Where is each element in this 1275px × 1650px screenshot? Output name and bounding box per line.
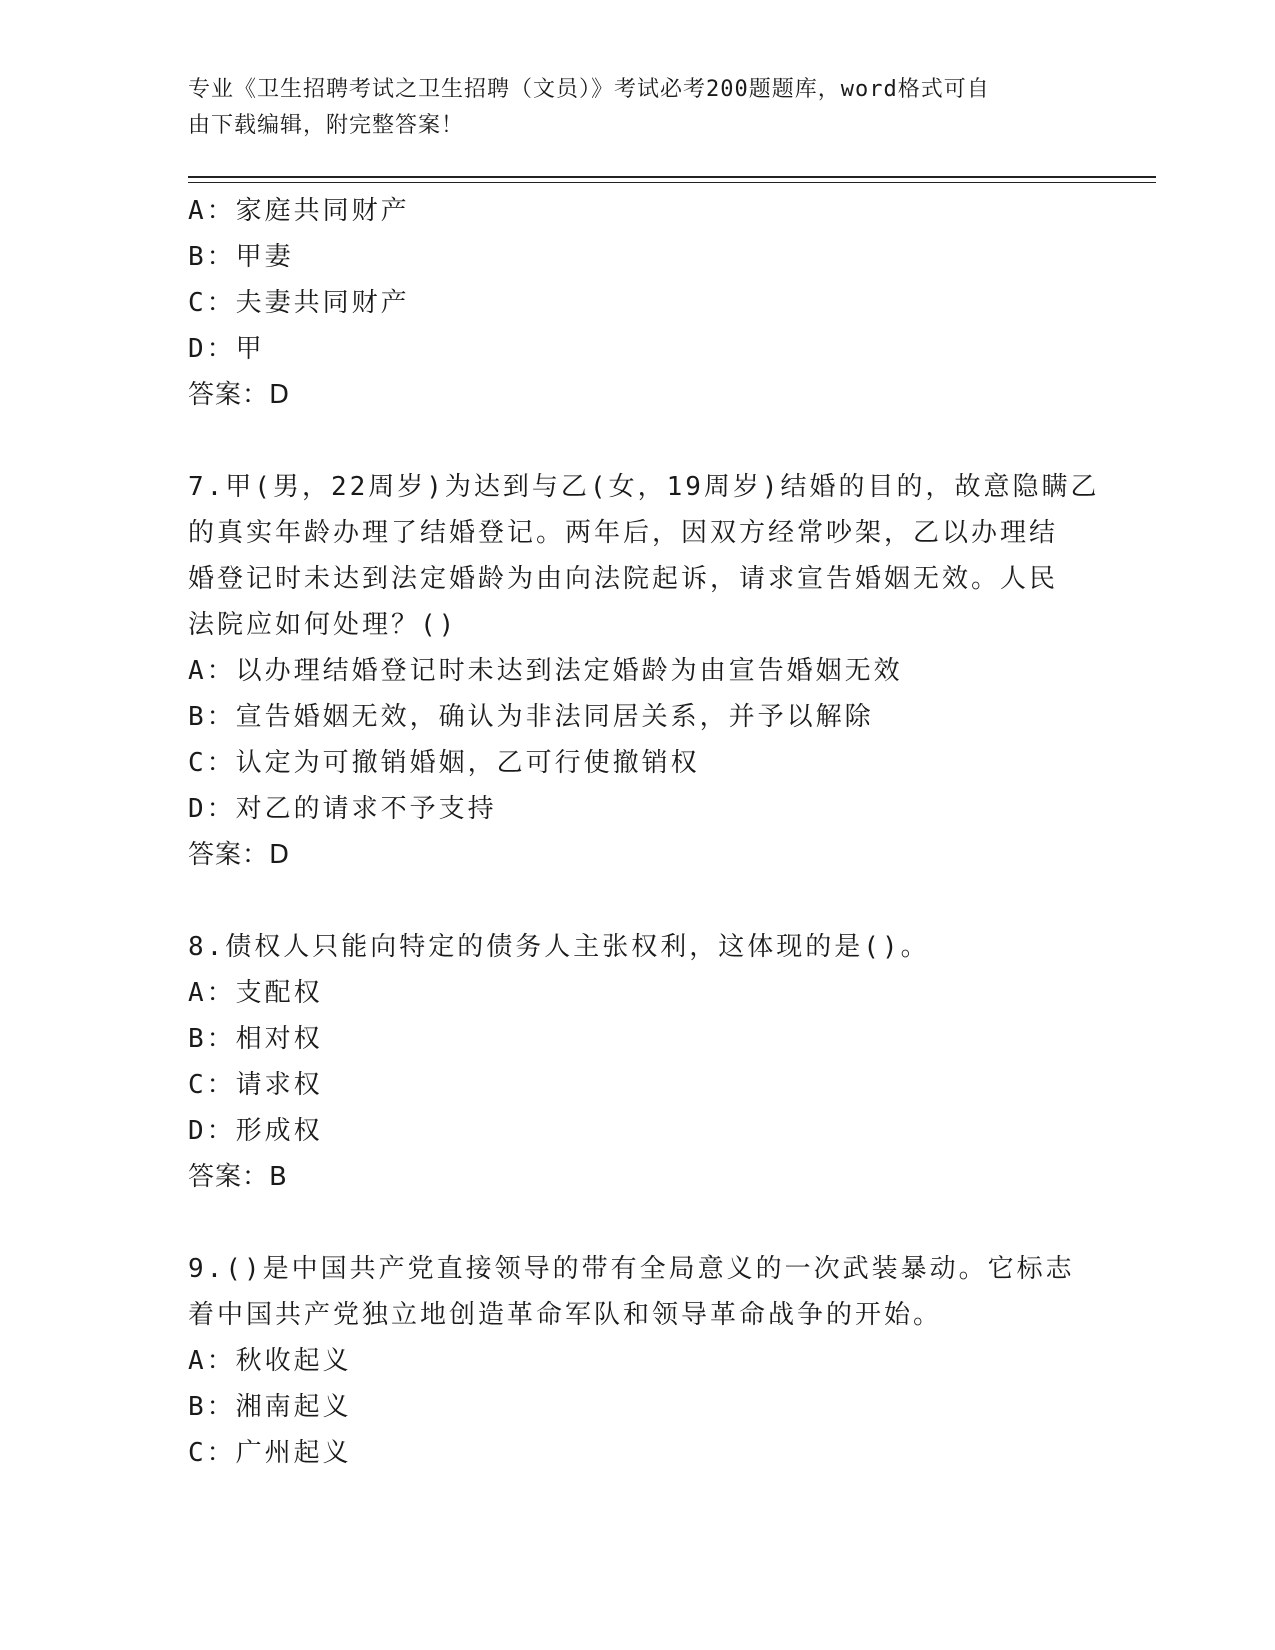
header-line-1: 专业《卫生招聘考试之卫生招聘（文员）》考试必考200题题库，word格式可自 xyxy=(188,77,990,102)
answer: 答案：B xyxy=(188,1162,288,1192)
option-c: C：认定为可撤销婚姻，乙可行使撤销权 xyxy=(188,748,700,778)
spacer xyxy=(188,418,1088,464)
header-divider-thick xyxy=(188,176,1156,178)
option-d: D：形成权 xyxy=(188,1116,323,1146)
question-stem-line: 7.甲(男，22周岁)为达到与乙(女，19周岁)结婚的目的，故意隐瞒乙 xyxy=(188,472,1100,502)
spacer xyxy=(188,878,1088,924)
question-8 xyxy=(188,924,1088,1200)
spacer xyxy=(188,1200,1088,1246)
option-a: A：以办理结婚登记时未达到法定婚龄为由宣告婚姻无效 xyxy=(188,656,903,686)
header-line-2: 由下载编辑，附完整答案！ xyxy=(188,113,465,138)
question-9 xyxy=(188,1246,1088,1476)
option-c: C：请求权 xyxy=(188,1070,323,1100)
question-list xyxy=(188,188,1100,1476)
question-stem-line: 的真实年龄办理了结婚登记。两年后，因双方经常吵架，乙以办理结 xyxy=(188,518,1059,548)
option-a: A：家庭共同财产 xyxy=(188,196,410,226)
answer: 答案：D xyxy=(188,840,291,870)
question-stem-line: 着中国共产党独立地创造革命军队和领导革命战争的开始。 xyxy=(188,1300,943,1330)
option-b: B：宣告婚姻无效，确认为非法同居关系，并予以解除 xyxy=(188,702,874,732)
option-b: B：相对权 xyxy=(188,1024,323,1054)
question-stem-line: 婚登记时未达到法定婚龄为由向法院起诉，请求宣告婚姻无效。人民 xyxy=(188,564,1059,594)
question-stem-line: 8.债权人只能向特定的债务人主张权利，这体现的是()。 xyxy=(188,932,930,962)
option-a: A：支配权 xyxy=(188,978,323,1008)
option-b: B：甲妻 xyxy=(188,242,294,272)
question-stem-line: 法院应如何处理？() xyxy=(188,610,458,640)
header-divider-thin xyxy=(188,182,1156,183)
option-b: B：湘南起义 xyxy=(188,1392,352,1422)
option-d: D：甲 xyxy=(188,334,265,364)
question-stem-line: 9.()是中国共产党直接领导的带有全局意义的一次武装暴动。它标志 xyxy=(188,1254,1075,1284)
question-6-tail xyxy=(188,188,1088,418)
option-c: C：夫妻共同财产 xyxy=(188,288,410,318)
answer: 答案：D xyxy=(188,380,291,410)
document-header xyxy=(188,72,1068,144)
option-c: C：广州起义 xyxy=(188,1438,352,1468)
option-a: A：秋收起义 xyxy=(188,1346,352,1376)
question-7 xyxy=(188,464,1100,878)
option-d: D：对乙的请求不予支持 xyxy=(188,794,497,824)
